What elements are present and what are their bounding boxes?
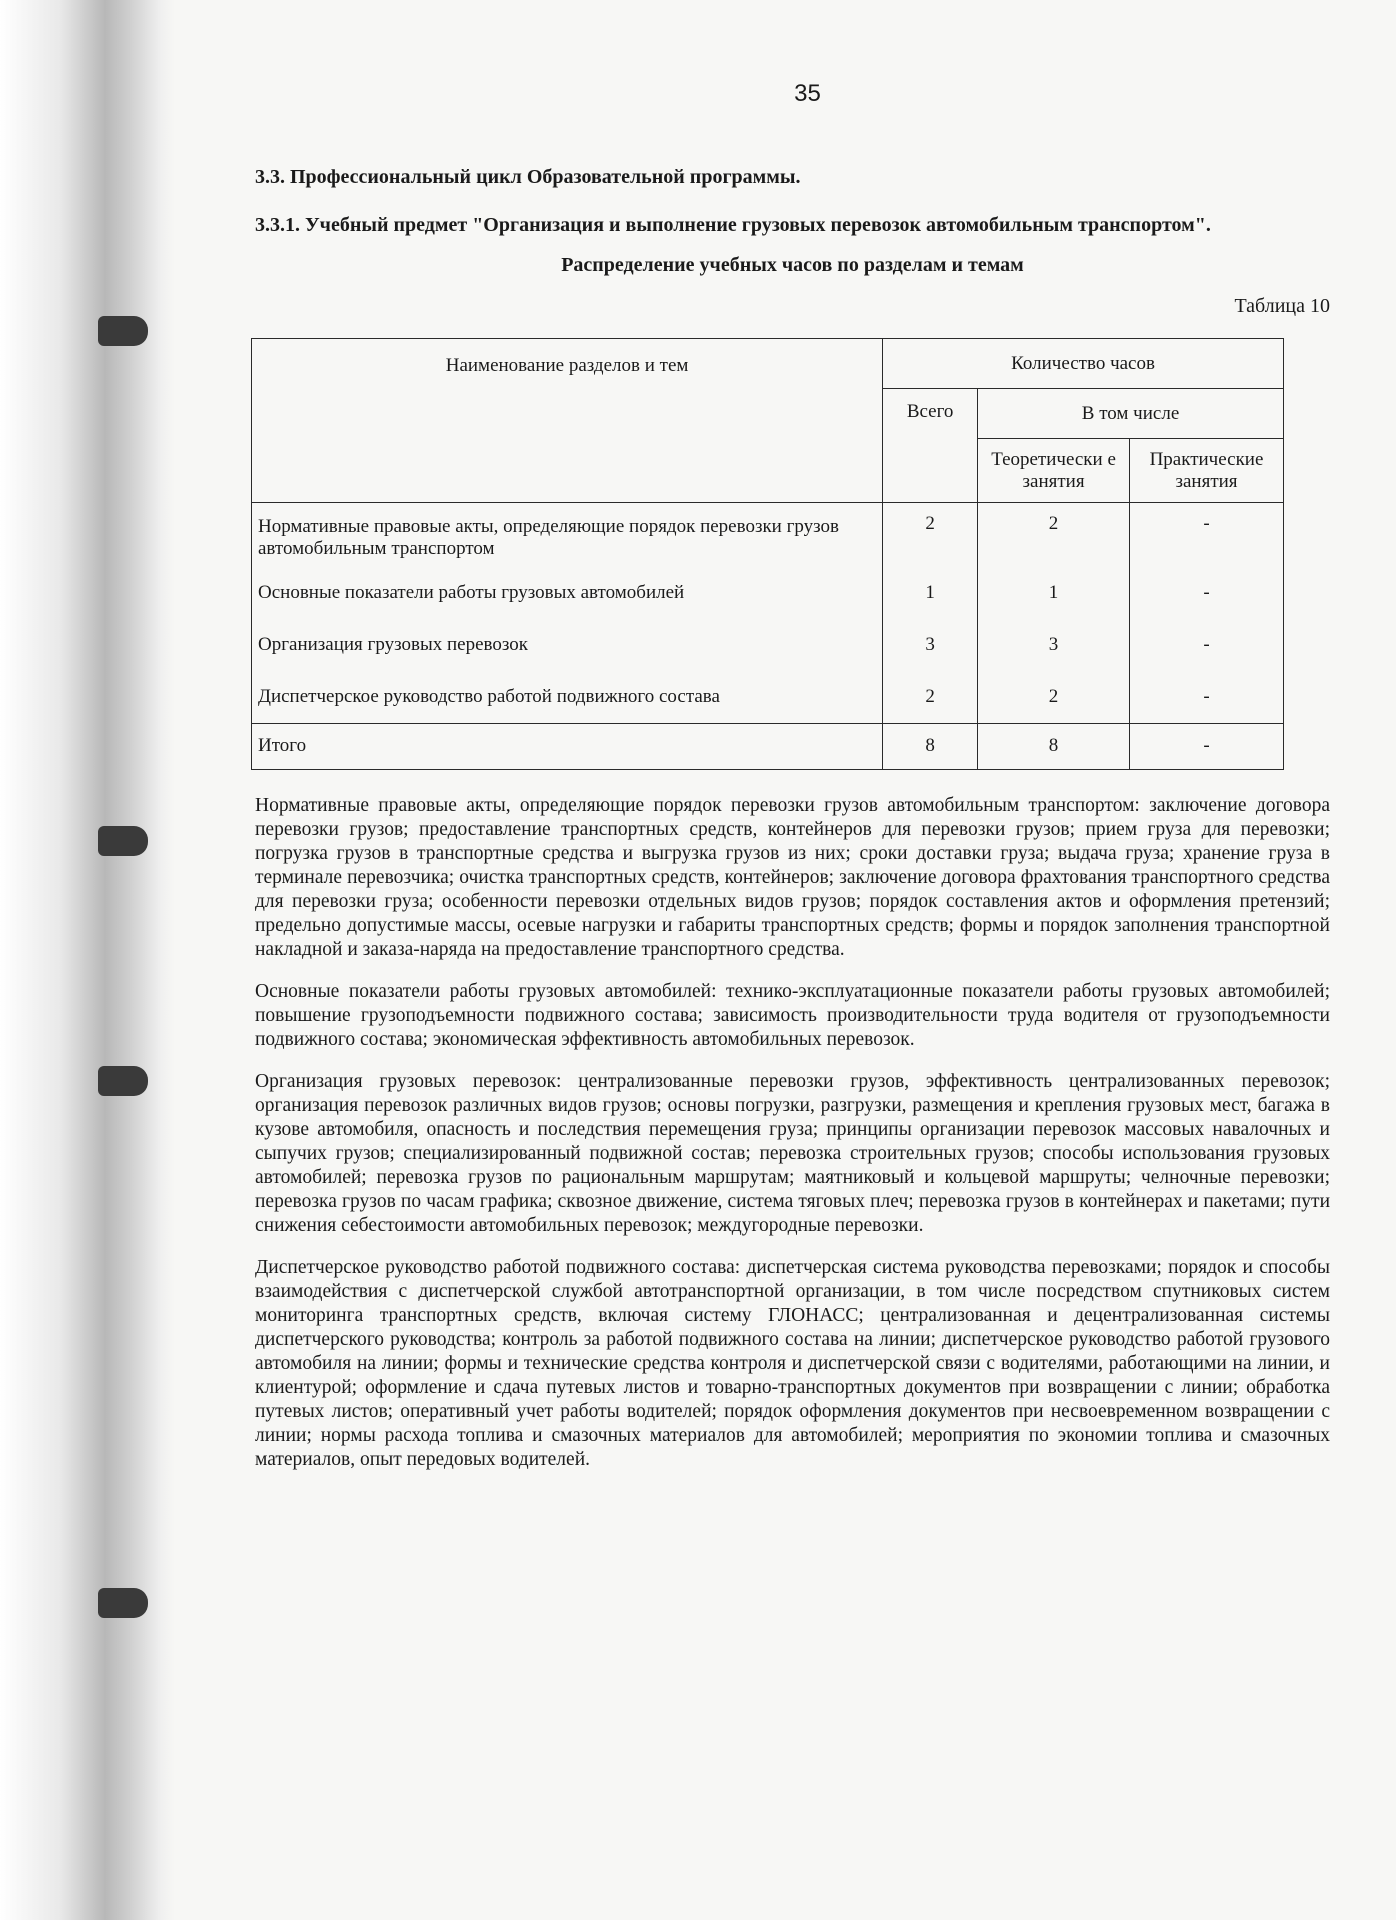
paragraph: Основные показатели работы грузовых автомобилей: технико-эксплуатационные показатели работы грузовых автомобилей; повышение грузоподъемности подвижного состава; зависимость производительности труда водителя от грузоподъемности подвижного состава; экономическая эффективность автомобильных перевозок. [255,980,1330,1050]
header-including: В том числе [978,389,1284,439]
row-theory: 3 [978,619,1130,671]
table-row [252,619,1284,671]
header-total: Всего [883,389,978,503]
punch-hole [98,1066,148,1096]
row-total: 3 [883,619,978,671]
row-name: Основные показатели работы грузовых автомобилей [252,567,883,619]
row-total: 2 [883,671,978,724]
row-theory: 2 [978,503,1130,567]
header-practice: Практические занятия [1130,439,1284,503]
total-row [252,723,1284,769]
paragraph: Организация грузовых перевозок: централизованные перевозки грузов, эффективность централизованных перевозок; организация перевозок различных видов грузов; основы погрузки, разгрузки, размещения и крепления грузовых мест, багажа в кузове автомобиля, опасность и последствия перемещения груза; принципы организации перевозок массовых навалочных и сыпучих грузов; специализированный подвижной состав; перевозка строительных грузов; способы использования грузовых автомобилей; перевозка грузов по рациональным маршрутам; маятниковый и кольцевой маршруты; челночные перевозки; перевозка грузов по часам графика; сквозное движение, система тяговых плеч; перевозка грузов в контейнерах и пакетами; пути снижения себестоимости автомобильных перевозок; междугородные перевозки. [255,1070,1330,1236]
binding-shadow [0,0,175,1920]
punch-hole [98,826,148,856]
topic-descriptions [255,794,1330,1472]
table-row [252,671,1284,724]
row-name: Нормативные правовые акты, определяющие порядок перевозки грузов автомобильным транспортом [252,503,883,567]
subject-heading: 3.3.1. Учебный предмет "Организация и выполнение грузовых перевозок автомобильным транспортом". [255,214,1211,236]
header-hours: Количество часов [883,339,1284,389]
row-name: Организация грузовых перевозок [252,619,883,671]
row-practice: - [1130,619,1284,671]
paragraph: Диспетчерское руководство работой подвижного состава: диспетчерская система руководства перевозками; порядок и способы взаимодействия с диспетчерской службой автотранспортной организации, в том числе посредством спутниковых систем мониторинга транспортных средств, включая систему ГЛОНАСС; централизованная и децентрализованная системы диспетчерского руководства; контроль за работой подвижного состава на линии; диспетчерское руководство работой грузового автомобиля на линии; формы и технические средства контроля и диспетчерской связи с водителями, работающими на линии, и клиентурой; оформление и сдача путевых листов и товарно-транспортных документов при возвращении с линии; обработка путевых листов; оперативный учет работы водителей; порядок оформления документов при несвоевременном возвращении с линии; нормы расхода топлива и смазочных материалов для автомобилей; мероприятия по экономии топлива и смазочных материалов, опыт передовых водителей. [255,1256,1330,1470]
row-practice: - [1130,503,1284,567]
hours-table [251,338,1284,770]
row-theory: 1 [978,567,1130,619]
page-number: 35 [794,80,821,107]
row-practice: - [1130,567,1284,619]
row-theory: 2 [978,671,1130,724]
header-theory: Теоретически е занятия [978,439,1130,503]
row-name: Диспетчерское руководство работой подвижного состава [252,671,883,724]
punch-hole [98,316,148,346]
row-total: 1 [883,567,978,619]
table-title: Распределение учебных часов по разделам и темам [561,254,1024,276]
section-heading: 3.3. Профессиональный цикл Образовательной программы. [255,166,801,188]
punch-hole [98,1588,148,1618]
header-name: Наименование разделов и тем [252,339,883,503]
total-practice: - [1130,723,1284,769]
document-page [255,80,1330,1490]
row-total: 2 [883,503,978,567]
total-theory: 8 [978,723,1130,769]
table-label: Таблица 10 [1234,295,1330,317]
paragraph: Нормативные правовые акты, определяющие порядок перевозки грузов автомобильным транспортом: заключение договора перевозки грузов; предоставление транспортных средств, контейнеров для перевозки грузов; прием груза для перевозки; погрузка грузов в транспортные средства и выгрузка грузов из них; сроки доставки груза; выдача груза; хранение груза в терминале перевозчика; очистка транспортных средств, контейнеров; заключение договора фрахтования транспортного средства для перевозки груза; особенности перевозки отдельных видов грузов; порядок составления актов и оформления претензий; предельно допустимые массы, осевые нагрузки и габариты транспортных средств; формы и порядок заполнения транспортной накладной и заказа-наряда на предоставление транспортного средства. [255,794,1330,960]
row-practice: - [1130,671,1284,724]
total-total: 8 [883,723,978,769]
total-name: Итого [252,723,883,769]
table-row [252,567,1284,619]
table-row [252,503,1284,567]
